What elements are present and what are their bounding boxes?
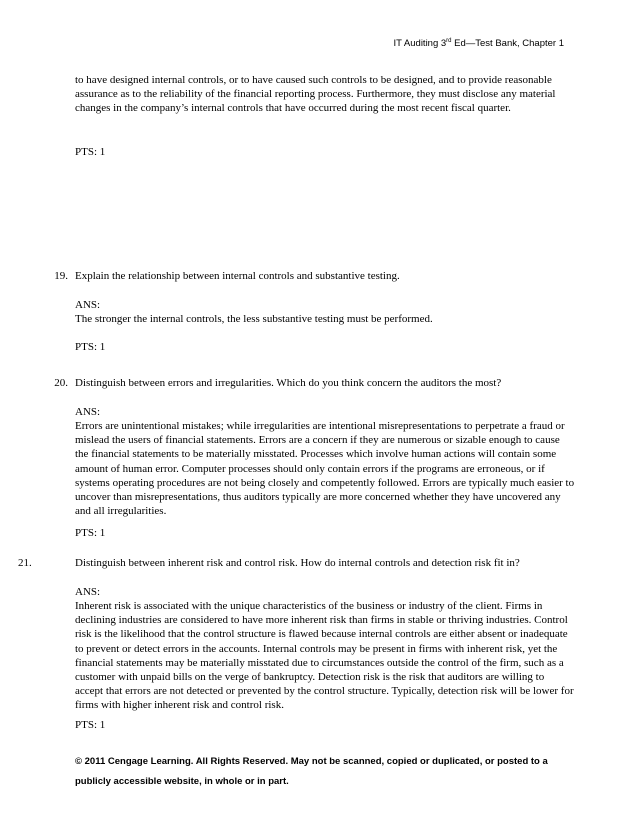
continued-answer-text: to have designed internal controls, or to have caused such controls to be designed, and to provide reasonable assurance as to the reliability of the financial reporting process. Furthermore, they must disclose any material changes in the company’s internal controls that have occurred during the most recent fiscal quarter.: [75, 74, 556, 115]
question-text: Distinguish between inherent risk and control risk. How do internal controls and detection risk fit in?: [75, 557, 520, 569]
answer-label-19: ANS:: [75, 299, 101, 311]
points-20: PTS: 1: [75, 527, 106, 539]
points-19: PTS: 1: [75, 341, 106, 353]
question-text: Distinguish between errors and irregularities. Which do you think concern the auditors the most?: [75, 377, 502, 389]
question-text: Explain the relationship between internal controls and substantive testing.: [75, 270, 400, 282]
answer-label-20: ANS:: [75, 406, 101, 418]
intro-points: PTS: 1: [75, 146, 106, 158]
question-number: 19.: [54, 270, 68, 282]
continued-answer: [75, 73, 575, 116]
header-subtitle: Ed—Test Bank, Chapter 1: [451, 38, 564, 49]
header-title: IT Auditing 3: [393, 38, 447, 49]
question-number: 20.: [54, 377, 68, 389]
copyright-footer: © 2011 Cengage Learning. All Rights Reserved. May not be scanned, copied or duplicated, or posted to a publicly accessible website, in whole or in part.: [75, 756, 548, 787]
points-21: PTS: 1: [75, 719, 106, 731]
answer-21: Inherent risk is associated with the unique characteristics of the business or industry of the client. Firms in declining industries are considered to have more inherent risk than firms in stable or thriving industries. Control risk is the likelihood that the control structure is flawed because internal controls are either absent or inadequate to prevent or detect errors in the accounts. Internal controls may be present in firms with inherent risk, yet the financial statements may be materially misstated due to circumstances outside the control of the firm, such as a customer with unpaid bills on the verge of bankruptcy. Detection risk is the risk that auditors are willing to accept that errors are not detected or prevented by the control structure. Typically, detection risk will be lower for firms with higher inherent risk and control risk.: [75, 600, 574, 712]
answer-label-21: ANS:: [75, 586, 101, 598]
answer-19: The stronger the internal controls, the less substantive testing must be performed.: [75, 313, 433, 325]
answer-20: Errors are unintentional mistakes; while irregularities are intentional misrepresentations to perpetrate a fraud or mislead the users of financial statements. Errors are a concern if they are numerous or sizable enough to cause the financial statements to be materially misstated. Processes which involve human actions will contain some amount of human error. Computer processes should only contain errors if the programs are erroneous, or if systems operating procedures are not being closely and competently followed. Errors are typically much easier to uncover than misrepresentations, thus auditors typically are more concerned whether they have uncovered any and all irregularities.: [75, 420, 575, 518]
header-superscript: rd: [446, 37, 452, 44]
page-header: [394, 38, 564, 49]
question-number: 21.: [18, 557, 32, 569]
